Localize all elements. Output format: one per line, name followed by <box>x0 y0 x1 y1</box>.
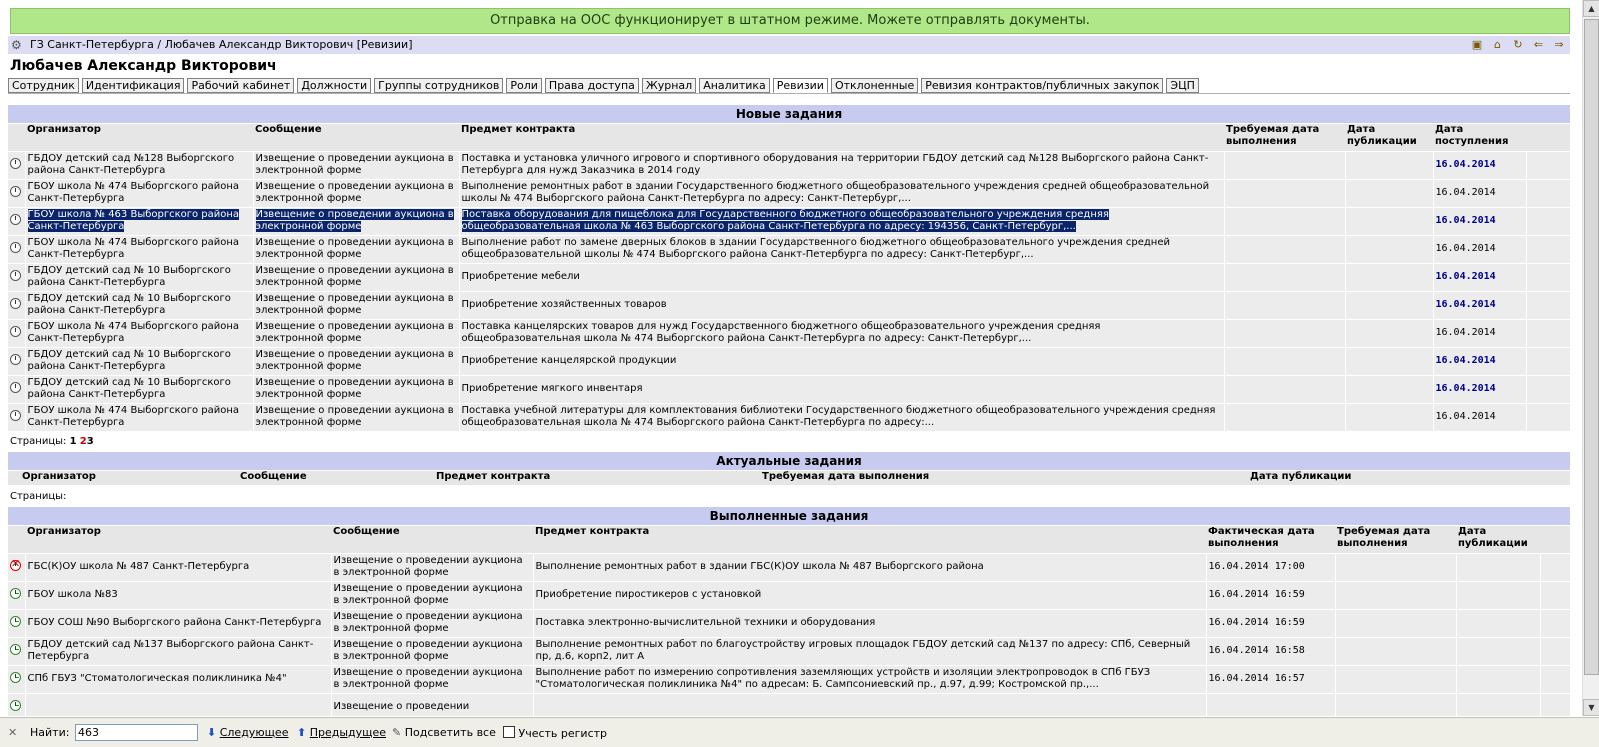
subject-cell[interactable] <box>533 693 1206 716</box>
msg-text: Извещение о проведении аукциона в электронной форме <box>255 265 454 288</box>
clock-icon[interactable] <box>10 410 21 421</box>
done-tasks-table <box>8 526 1570 716</box>
empty-cell <box>1526 403 1570 431</box>
actual-header-msg[interactable]: Сообщение <box>238 471 434 485</box>
recv-date-cell <box>1433 319 1526 347</box>
org-cell[interactable] <box>25 179 253 207</box>
clock-icon[interactable] <box>10 186 21 197</box>
tab-9[interactable]: Ревизии <box>773 78 828 93</box>
org-cell[interactable]: ГБОУ СОШ №90 Выборгского района Санкт-Петербурга <box>25 609 331 637</box>
recv-date-text: 16.04.2014 <box>1435 383 1496 394</box>
req-date-cell <box>1335 637 1456 665</box>
find-next-button[interactable] <box>207 726 288 739</box>
row-icon-cell <box>8 665 25 693</box>
subject-cell[interactable] <box>459 375 1224 403</box>
subject-text: Поставка учебной литературы для комплектования библиотеки Государственного бюджетного общеобразовательного учреждения средняя общеобразовательная школа № 474 Выборгского района Санкт-Петербурга по адресу:... <box>461 405 1216 429</box>
table-row[interactable] <box>8 235 1570 263</box>
recv-date-text: 16.04.2014 <box>1435 243 1496 254</box>
page-title: Любачев Александр Викторович <box>10 58 277 74</box>
msg-cell[interactable]: Извещение о проведении аукциона в электронной форме <box>331 665 533 693</box>
fact-date-cell: 16.04.2014 16:59 <box>1206 609 1335 637</box>
recv-date-cell <box>1433 375 1526 403</box>
msg-text: Извещение о проведении аукциона в электронной форме <box>255 237 454 260</box>
scroll-thumb[interactable] <box>1584 19 1599 675</box>
org-text: ГБДОУ детский сад № 10 Выборгского района Санкт-Петербурга <box>27 265 231 288</box>
msg-cell[interactable]: Извещение о проведении <box>331 693 533 716</box>
org-cell[interactable]: ГБОУ школа №83 <box>25 581 331 609</box>
done-header-pub-date[interactable]: Дата публикации <box>1456 526 1540 553</box>
done-header-org[interactable]: Организатор <box>25 526 331 553</box>
msg-cell[interactable]: Извещение о проведении аукциона в электронной форме <box>331 637 533 665</box>
org-text: ГБОУ школа № 463 Выборгского района Санкт-Петербурга <box>27 209 240 232</box>
req-date-cell <box>1335 553 1456 581</box>
recv-date-text: 16.04.2014 <box>1435 215 1496 226</box>
find-label: Найти: <box>30 726 70 739</box>
subject-cell[interactable] <box>459 403 1224 431</box>
subject-cell[interactable]: Выполнение ремонтных работ в здании ГБС(К)ОУ школа № 487 Выборгского района <box>533 553 1206 581</box>
completed-icon[interactable] <box>10 672 21 683</box>
pub-date-cell <box>1345 347 1433 375</box>
row-icon-cell <box>8 375 25 403</box>
table-row[interactable] <box>8 581 1570 609</box>
tab-bar <box>8 78 1202 93</box>
actual-header-subject[interactable]: Предмет контракта <box>434 471 760 485</box>
row-icon-cell <box>8 263 25 291</box>
clock-icon[interactable] <box>10 242 21 253</box>
row-icon-cell <box>8 609 25 637</box>
row-icon-cell <box>8 403 25 431</box>
msg-cell[interactable] <box>253 235 459 263</box>
req-date-cell <box>1224 207 1345 235</box>
empty-cell <box>1526 263 1570 291</box>
close-icon[interactable]: ✕ <box>8 726 18 739</box>
home-icon[interactable]: ⌂ <box>1494 38 1501 51</box>
done-header-icon-col <box>8 526 25 553</box>
find-prev-button[interactable] <box>297 726 386 739</box>
tab-3[interactable]: Должности <box>297 78 371 93</box>
actual-tasks-table <box>8 471 1570 485</box>
msg-text: Извещение о проведении аукциона в электронной форме <box>255 181 454 204</box>
msg-cell[interactable] <box>253 151 459 179</box>
subject-cell[interactable] <box>459 319 1224 347</box>
req-date-cell <box>1335 693 1456 716</box>
empty-cell <box>1540 693 1570 716</box>
org-cell[interactable] <box>25 151 253 179</box>
breadcrumb: ГЗ Санкт-Петербурга / Любачев Александр Викторович [Ревизии] <box>30 38 413 51</box>
done-header-empty <box>1540 526 1570 553</box>
subject-cell[interactable] <box>459 207 1224 235</box>
tab-0[interactable]: Сотрудник <box>8 78 79 93</box>
row-icon-cell <box>8 291 25 319</box>
done-header-msg[interactable]: Сообщение <box>331 526 533 553</box>
msg-cell[interactable]: Извещение о проведении аукциона в электронной форме <box>331 581 533 609</box>
req-date-cell <box>1224 151 1345 179</box>
req-date-cell <box>1224 403 1345 431</box>
pub-date-cell <box>1456 637 1540 665</box>
subject-text: Приобретение мягкого инвентаря <box>461 383 643 394</box>
completed-icon[interactable] <box>10 644 21 655</box>
msg-cell[interactable]: Извещение о проведении аукциона в электронной форме <box>331 553 533 581</box>
fact-date-cell: 16.04.2014 16:58 <box>1206 637 1335 665</box>
org-cell[interactable]: ГБДОУ детский сад №137 Выборгского района Санкт-Петербурга <box>25 637 331 665</box>
table-row[interactable] <box>8 665 1570 693</box>
recv-date-cell <box>1433 347 1526 375</box>
pub-date-cell <box>1345 375 1433 403</box>
org-cell[interactable] <box>25 235 253 263</box>
empty-cell <box>1526 291 1570 319</box>
recv-date-cell <box>1433 207 1526 235</box>
req-date-cell <box>1224 347 1345 375</box>
header-recv-date[interactable]: Дата поступления <box>1433 124 1526 151</box>
rejected-icon[interactable] <box>10 560 21 571</box>
msg-cell[interactable] <box>253 263 459 291</box>
msg-cell[interactable] <box>253 319 459 347</box>
clock-icon[interactable] <box>10 354 21 365</box>
org-text: ГБДОУ детский сад №128 Выборгского района Санкт-Петербурга <box>27 153 235 176</box>
done-tasks-title: Выполненные задания <box>8 507 1570 525</box>
table-row[interactable] <box>8 693 1570 716</box>
subject-text: Приобретение мебели <box>461 271 580 282</box>
subject-text: Приобретение хозяйственных товаров <box>461 299 667 310</box>
app-icon: ⚙ <box>11 38 22 52</box>
header-icon-col <box>8 124 25 151</box>
org-cell[interactable] <box>25 693 331 716</box>
empty-cell <box>1526 151 1570 179</box>
table-row[interactable] <box>8 291 1570 319</box>
recv-date-text: 16.04.2014 <box>1435 159 1496 170</box>
recv-date-text: 16.04.2014 <box>1435 411 1496 423</box>
new-tasks-pagination <box>10 436 94 447</box>
empty-cell <box>1526 179 1570 207</box>
tab-12[interactable]: ЭЦП <box>1166 78 1199 93</box>
msg-cell[interactable] <box>253 403 459 431</box>
header-org[interactable]: Организатор <box>25 124 253 151</box>
org-cell[interactable]: СПб ГБУЗ "Стоматологическая поликлиника №4" <box>25 665 331 693</box>
checkbox-icon <box>503 726 515 738</box>
row-icon-cell <box>8 581 25 609</box>
org-text: ГБОУ школа № 474 Выборгского района Санкт-Петербурга <box>27 405 240 429</box>
arrow-down-icon: ⬇ <box>207 726 217 739</box>
recv-date-cell <box>1433 151 1526 179</box>
org-text: ГБДОУ детский сад № 10 Выборгского района Санкт-Петербурга <box>27 377 231 400</box>
msg-text: Извещение о проведении аукциона в электронной форме <box>255 321 454 344</box>
recv-date-cell <box>1433 179 1526 207</box>
tab-11[interactable]: Ревизия контрактов/публичных закупок <box>921 78 1163 93</box>
table-row[interactable] <box>8 319 1570 347</box>
table-row[interactable] <box>8 553 1570 581</box>
find-input[interactable] <box>75 724 198 741</box>
header-pub-date[interactable]: Дата публикации <box>1345 124 1433 151</box>
highlight-label: Подсветить все <box>404 726 496 739</box>
recv-date-text: 16.04.2014 <box>1435 355 1496 366</box>
org-text: ГБОУ школа № 474 Выборгского района Санкт-Петербурга <box>27 237 240 260</box>
pub-date-cell <box>1345 291 1433 319</box>
pub-date-cell <box>1345 179 1433 207</box>
pub-date-cell <box>1345 263 1433 291</box>
subject-text: Поставка и установка уличного игрового и спортивного оборудования на территории ГБДОУ детский сад №128 Выборгского района Санкт-Петербурга для нужд Заказчика в 2014 году <box>461 153 1209 176</box>
folder-icon[interactable]: ▣ <box>1471 38 1483 51</box>
clock-icon[interactable] <box>10 326 21 337</box>
org-cell[interactable] <box>25 291 253 319</box>
row-icon-cell <box>8 347 25 375</box>
org-text: ГБДОУ детский сад № 10 Выборгского района Санкт-Петербурга <box>27 293 231 316</box>
subject-cell[interactable] <box>459 347 1224 375</box>
header-msg[interactable]: Сообщение <box>253 124 459 151</box>
subject-text: Поставка оборудования для пищеблока для Государственного бюджетного общеобразовательного учреждения средняя общеобразовательная школа № 463 Выборгского района Санкт-Петербурга по адресу: 194356, Санкт-Петербург,... <box>461 209 1109 232</box>
match-case-label: Учесть регистр <box>518 727 608 740</box>
req-date-cell <box>1224 375 1345 403</box>
actual-header-req-date[interactable]: Требуемая дата выполнения <box>760 471 1248 485</box>
msg-text: Извещение о проведении аукциона в электронной форме <box>255 349 454 372</box>
msg-text: Извещение о проведении аукциона в электронной форме <box>255 153 454 176</box>
table-row[interactable] <box>8 347 1570 375</box>
pub-date-cell <box>1456 553 1540 581</box>
recv-date-cell <box>1433 263 1526 291</box>
content-area <box>8 93 1570 716</box>
table-row[interactable] <box>8 179 1570 207</box>
pub-date-cell <box>1456 693 1540 716</box>
empty-cell <box>1526 319 1570 347</box>
back-icon[interactable]: ⇐ <box>1533 38 1544 51</box>
page-2[interactable]: 2 <box>79 436 87 447</box>
subject-cell[interactable] <box>459 263 1224 291</box>
req-date-cell <box>1335 665 1456 693</box>
match-case-checkbox[interactable] <box>503 726 607 740</box>
table-row[interactable] <box>8 637 1570 665</box>
tab-10[interactable]: Отклоненные <box>831 78 918 93</box>
header-subject[interactable]: Предмет контракта <box>459 124 1224 151</box>
empty-cell <box>1526 375 1570 403</box>
completed-icon[interactable] <box>10 588 21 599</box>
recv-date-cell <box>1433 403 1526 431</box>
toolbar <box>1467 36 1566 54</box>
tab-1[interactable]: Идентификация <box>82 78 185 93</box>
empty-cell <box>1526 235 1570 263</box>
row-icon-cell <box>8 319 25 347</box>
new-tasks-table <box>8 124 1570 431</box>
subject-text: Поставка канцелярских товаров для нужд Государственного бюджетного общеобразовательного учреждения средняя общеобразовательная школа № 474 Выборгского района Санкт-Петербурга по адресу: Санкт-Петербург,... <box>461 321 1101 344</box>
forward-icon[interactable]: ⇒ <box>1554 38 1564 51</box>
tab-5[interactable]: Роли <box>506 78 542 93</box>
req-date-cell <box>1224 291 1345 319</box>
done-header-fact-date[interactable]: Фактическая дата выполнения <box>1206 526 1335 553</box>
org-cell[interactable] <box>25 347 253 375</box>
req-date-cell <box>1224 319 1345 347</box>
org-cell[interactable] <box>25 375 253 403</box>
pages-label: Страницы: <box>10 436 67 447</box>
new-tasks-title: Новые задания <box>8 105 1570 123</box>
recv-date-text: 16.04.2014 <box>1435 299 1496 310</box>
fact-date-cell: 16.04.2014 17:00 <box>1206 553 1335 581</box>
pub-date-cell <box>1345 151 1433 179</box>
done-header-subject[interactable]: Предмет контракта <box>533 526 1206 553</box>
subject-cell[interactable] <box>459 235 1224 263</box>
table-row[interactable] <box>8 375 1570 403</box>
msg-cell[interactable] <box>253 375 459 403</box>
clock-icon[interactable] <box>10 158 21 169</box>
table-row[interactable] <box>8 403 1570 431</box>
org-cell[interactable] <box>25 207 253 235</box>
completed-icon[interactable] <box>10 700 21 711</box>
empty-cell <box>1540 581 1570 609</box>
subject-cell[interactable]: Выполнение работ по измерению сопротивления заземляющих устройств и изоляции электропроводок в СПб ГБУЗ "Стоматологическая поликлиника №4" по адресам: Б. Сампсониевский пр., д.97, д.99; Костромской пр.,... <box>533 665 1206 693</box>
empty-cell <box>1540 609 1570 637</box>
subject-cell[interactable]: Приобретение пиростикеров с установкой <box>533 581 1206 609</box>
title-bar <box>8 36 1570 54</box>
recv-date-text: 16.04.2014 <box>1435 271 1496 282</box>
completed-icon[interactable] <box>10 616 21 627</box>
row-icon-cell <box>8 553 25 581</box>
arrow-up-icon: ⬆ <box>297 726 307 739</box>
actual-header-org[interactable]: Организатор <box>8 471 238 485</box>
recv-date-text: 16.04.2014 <box>1435 327 1496 338</box>
scroll-up-icon[interactable]: ▲ <box>1583 0 1599 17</box>
org-cell[interactable] <box>25 403 253 431</box>
subject-text: Выполнение работ по замене дверных блоков в здании Государственного бюджетного общеобразовательного учреждения средней общеобразовательной школы № 474 Выборгского района Санкт-Петербурга по адресу: Санкт-Петербург,... <box>461 237 1170 260</box>
empty-cell <box>1526 347 1570 375</box>
org-cell[interactable] <box>25 319 253 347</box>
subject-text: Выполнение ремонтных работ в здании Государственного бюджетного общеобразовательного учреждения средней общеобразовательной школы № 474 Выборгского района Санкт-Петербурга по адресу: Санкт-Петербург,... <box>461 181 1210 204</box>
tab-4[interactable]: Группы сотрудников <box>374 78 503 93</box>
table-row[interactable] <box>8 207 1570 235</box>
org-text: ГБДОУ детский сад № 10 Выборгского района Санкт-Петербурга <box>27 349 231 372</box>
highlight-icon: ✎ <box>392 726 402 739</box>
org-text: ГБОУ школа № 474 Выборгского района Санкт-Петербурга <box>27 321 240 344</box>
actual-header-pub-date[interactable]: Дата публикации <box>1248 471 1570 485</box>
org-text: ГБОУ школа № 474 Выборгского района Санкт-Петербурга <box>27 181 240 204</box>
find-next-label: Следующее <box>219 726 289 739</box>
subject-text: Приобретение канцелярской продукции <box>461 355 677 366</box>
actual-tasks-pagination: Страницы: <box>10 491 67 502</box>
subject-cell[interactable] <box>459 151 1224 179</box>
actual-tasks-title: Актуальные задания <box>8 452 1570 470</box>
fact-date-cell: 16.04.2014 16:59 <box>1206 581 1335 609</box>
scroll-down-icon[interactable]: ▼ <box>1583 699 1599 716</box>
subject-cell[interactable] <box>459 291 1224 319</box>
req-date-cell <box>1224 263 1345 291</box>
vertical-scrollbar[interactable] <box>1582 0 1599 716</box>
pub-date-cell <box>1456 609 1540 637</box>
subject-cell[interactable]: Выполнение ремонтных работ по благоустройству игровых площадок ГБДОУ детский сад №137 по адресу: СПб, Северный пр, д.6, корп2, лит А <box>533 637 1206 665</box>
org-cell[interactable]: ГБС(К)ОУ школа № 487 Санкт-Петербурга <box>25 553 331 581</box>
msg-text: Извещение о проведении аукциона в электронной форме <box>255 405 454 429</box>
msg-text: Извещение о проведении аукциона в электронной форме <box>255 377 454 400</box>
header-req-date[interactable]: Требуемая дата выполнения <box>1224 124 1345 151</box>
clock-icon[interactable] <box>10 270 21 281</box>
tab-6[interactable]: Права доступа <box>545 78 639 93</box>
highlight-all-button[interactable] <box>392 726 496 739</box>
done-header-req-date[interactable]: Требуемая дата выполнения <box>1335 526 1456 553</box>
msg-cell[interactable] <box>253 179 459 207</box>
page-1[interactable]: 1 <box>69 436 77 447</box>
msg-text: Извещение о проведении аукциона в электронной форме <box>255 209 454 232</box>
msg-text: Извещение о проведении аукциона в электронной форме <box>255 293 454 316</box>
row-icon-cell <box>8 637 25 665</box>
find-prev-label: Предыдущее <box>309 726 387 739</box>
pub-date-cell <box>1456 665 1540 693</box>
row-icon-cell <box>8 693 25 716</box>
pub-date-cell <box>1345 319 1433 347</box>
page-3[interactable]: 3 <box>86 436 94 447</box>
clock-icon[interactable] <box>10 214 21 225</box>
subject-cell[interactable] <box>459 179 1224 207</box>
table-row[interactable] <box>8 609 1570 637</box>
empty-cell <box>1540 553 1570 581</box>
row-icon-cell <box>8 235 25 263</box>
fact-date-cell: 16.04.2014 16:57 <box>1206 665 1335 693</box>
pub-date-cell <box>1456 581 1540 609</box>
clock-icon[interactable] <box>10 298 21 309</box>
subject-cell[interactable]: Поставка электронно-вычислительной техники и оборудования <box>533 609 1206 637</box>
find-bar <box>0 717 1599 747</box>
empty-cell <box>1540 665 1570 693</box>
header-empty <box>1526 124 1570 151</box>
tab-8[interactable]: Аналитика <box>699 78 770 93</box>
recv-date-text: 16.04.2014 <box>1435 187 1496 198</box>
msg-cell[interactable] <box>253 291 459 319</box>
table-row[interactable] <box>8 263 1570 291</box>
pub-date-cell <box>1345 403 1433 431</box>
msg-cell[interactable] <box>253 347 459 375</box>
msg-cell[interactable] <box>253 207 459 235</box>
row-icon-cell <box>8 207 25 235</box>
refresh-icon[interactable]: ↻ <box>1513 38 1523 51</box>
fact-date-cell <box>1206 693 1335 716</box>
clock-icon[interactable] <box>10 382 21 393</box>
req-date-cell <box>1224 235 1345 263</box>
status-banner: Отправка на ООС функционирует в штатном режиме. Можете отправлять документы. <box>10 8 1570 34</box>
req-date-cell <box>1335 609 1456 637</box>
table-row[interactable] <box>8 151 1570 179</box>
recv-date-cell <box>1433 235 1526 263</box>
empty-cell <box>1526 207 1570 235</box>
req-date-cell <box>1224 179 1345 207</box>
pub-date-cell <box>1345 207 1433 235</box>
req-date-cell <box>1335 581 1456 609</box>
org-cell[interactable] <box>25 263 253 291</box>
tab-2[interactable]: Рабочий кабинет <box>187 78 294 93</box>
msg-cell[interactable]: Извещение о проведении аукциона в электронной форме <box>331 609 533 637</box>
tab-7[interactable]: Журнал <box>642 78 696 93</box>
pub-date-cell <box>1345 235 1433 263</box>
row-icon-cell <box>8 179 25 207</box>
empty-cell <box>1540 637 1570 665</box>
row-icon-cell <box>8 151 25 179</box>
recv-date-cell <box>1433 291 1526 319</box>
